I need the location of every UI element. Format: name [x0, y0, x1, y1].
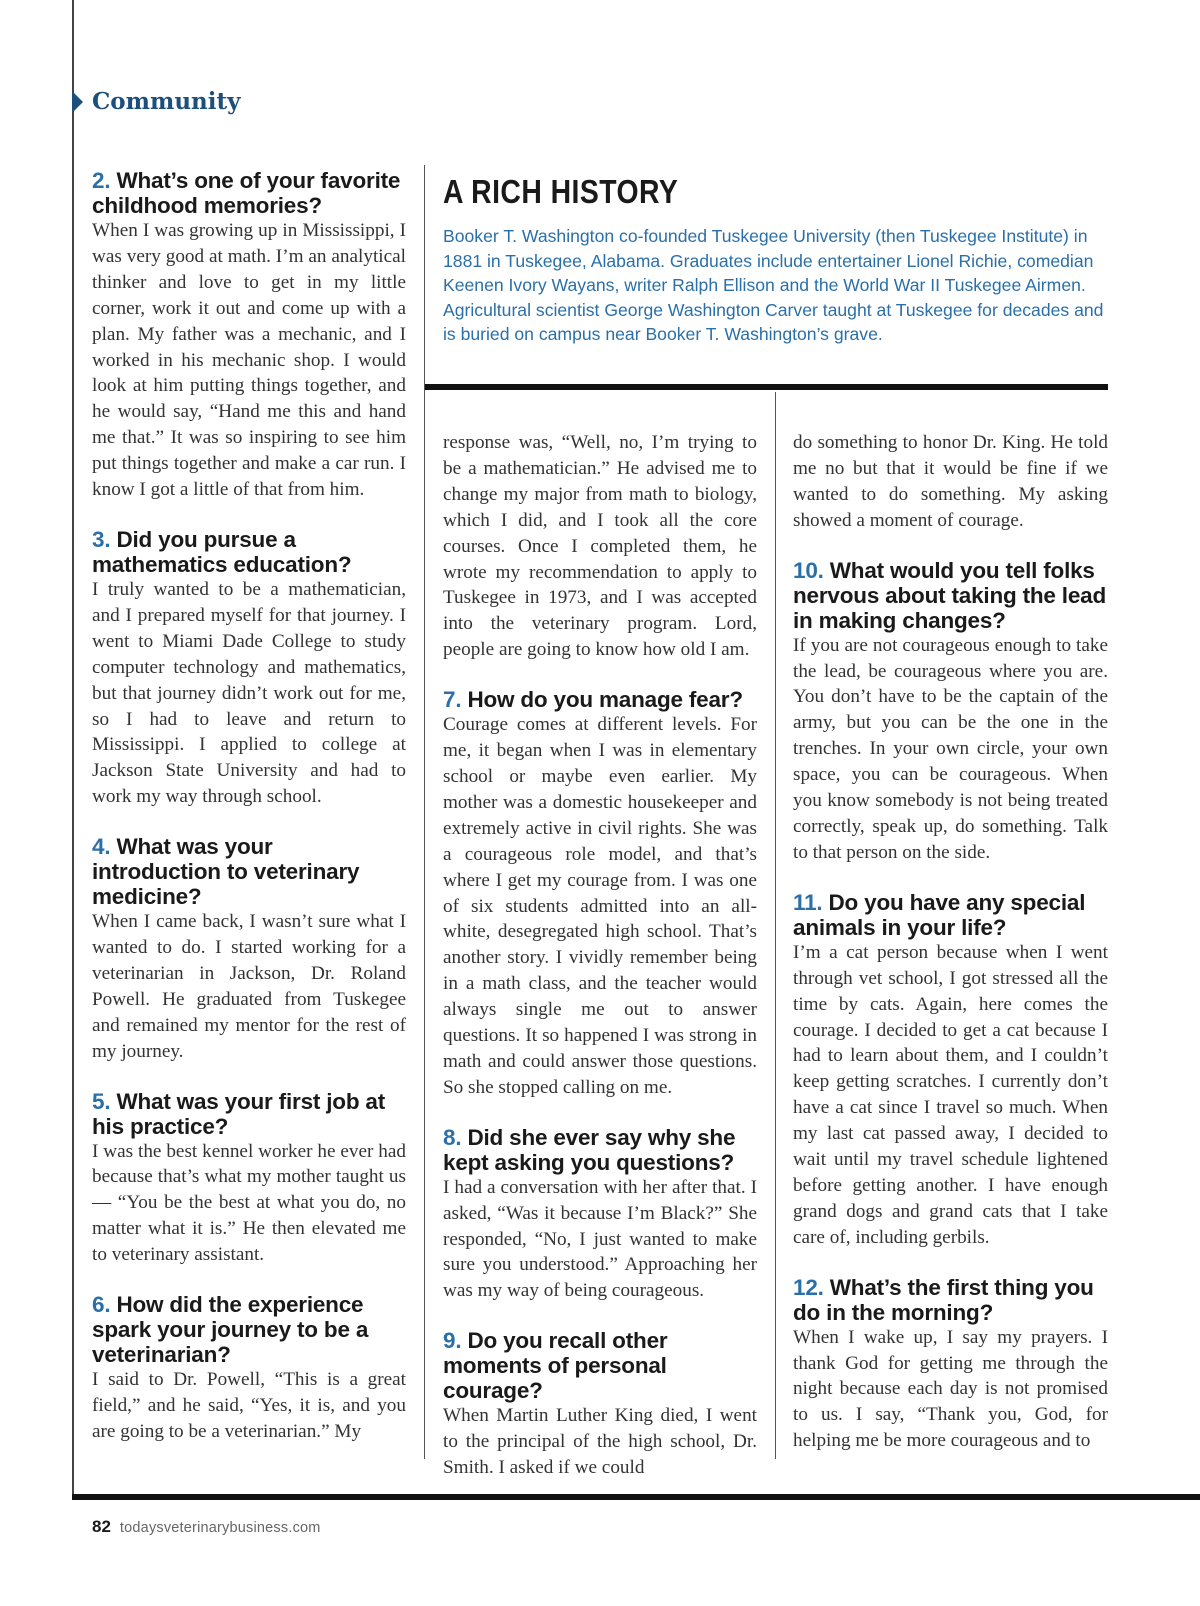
- answer-2: When I was growing up in Mississippi, I was very good at math. I’m an analytical thinker and love to get in my little corner, work it out and come up with a plan. My father was a mechanic, and I worked in his mechanic shop. I would look at him putting things together, and he would say, “Hand me this and hand me that.” It was so inspiring to see him put things together and make a car run. I know I got a little of that from him.: [92, 220, 406, 501]
- question-text: What’s the first thing you do in the morning?: [793, 1274, 1094, 1325]
- question-text: What would you tell folks nervous about taking the lead in making changes?: [793, 557, 1107, 633]
- question-8: [443, 1125, 757, 1175]
- question-text: Do you recall other moments of personal courage?: [443, 1328, 668, 1404]
- question-number: 4.: [92, 834, 111, 860]
- question-number: 10.: [793, 557, 824, 583]
- question-text: Did she ever say why she kept asking you questions?: [443, 1124, 736, 1175]
- question-11: [793, 890, 1108, 940]
- question-7: [443, 687, 757, 712]
- page-number: 82: [92, 1517, 111, 1536]
- question-number: 5.: [92, 1088, 111, 1114]
- sidebar-title: A RICH HISTORY: [443, 173, 679, 210]
- site-url[interactable]: todaysveterinarybusiness.com: [119, 1520, 321, 1536]
- answer-5: I was the best kennel worker he ever had because that’s what my mother taught us — “You be the best at what you do, no matter what it is.” He then elevated me to veterinary assistant.: [92, 1140, 406, 1266]
- answer-10: If you are not courageous enough to take the lead, be courageous where you are. You don’t have to be the captain of the army, but you can be the one in the trenches. In your own circle, your own space, you can be courageous. When you know somebody is not being treated correctly, speak up, do something. Talk to that person on the side.: [793, 634, 1108, 863]
- question-text: Do you have any special animals in your life?: [793, 889, 1086, 940]
- answer-9-continued: do something to honor Dr. King. He told me no but that it would be fine if we wanted to do something. My asking showed a moment of courage.: [793, 432, 1108, 531]
- question-number: 9.: [443, 1328, 462, 1354]
- question-text: What’s one of your favorite childhood memories?: [92, 168, 401, 218]
- answer-8: I had a conversation with her after that. I asked, “Was it because I’m Black?” She responded, “No, I just wanted to make sure you understood.” Approaching her was my way of being courageous.: [443, 1176, 757, 1302]
- question-number: 11.: [793, 889, 823, 915]
- question-number: 12.: [793, 1274, 824, 1300]
- question-2: [92, 168, 406, 218]
- sidebar-box: [443, 172, 1108, 347]
- answer-3: I truly wanted to be a mathematician, and I prepared myself for that journey. I went to Miami Dade College to study computer technology and mathematics, but that journey didn’t work out for me, so I had to leave and return to Mississippi. I applied to college at Jackson State University and had to work my way through school.: [92, 578, 406, 808]
- question-text: How do you manage fear?: [467, 687, 743, 713]
- footer-rule: [72, 1494, 1200, 1500]
- footer: [92, 1517, 321, 1537]
- column-3: [793, 430, 1108, 1454]
- answer-11: I’m a cat person because when I went through vet school, I got stressed all the time by cats. Again, here comes the courage. I decided to get a cat because I had to learn about them, and I couldn’t keep getting scratches. I currently don’t have a cat since I travel so much. When my last cat passed away, I decided to wait until my travel schedule lightened before getting another. I have enough grand dogs and grand cats that I take care of, including gerbils.: [793, 941, 1108, 1248]
- answer-6: I said to Dr. Powell, “This is a great field,” and he said, “Yes, it is, and you are going to be a veterinarian.” My: [92, 1369, 406, 1442]
- question-text: Did you pursue a mathematics education?: [92, 526, 352, 577]
- question-number: 7.: [443, 687, 462, 713]
- column-2: [443, 430, 757, 1481]
- question-9: [443, 1328, 757, 1403]
- column-divider-1: [424, 165, 425, 1459]
- answer-7: Courage comes at different levels. For me, it began when I was in elementary school or maybe even earlier. My mother was a domestic housekeeper and extremely active in civil rights. She was a courageous role model, and that’s where I get my courage from. I was one of six students admitted into an all-white, desegregated high school. That’s another story. I vividly remember being in a math class, and the teacher would always single me out to answer questions. It so happened I was strong in math and could answer those questions. So she stopped calling on me.: [443, 714, 757, 1098]
- answer-6-continued: response was, “Well, no, I’m trying to be a mathematician.” He advised me to change my major from math to biology, which I did, and I took all the core courses. Once I completed them, he wrote my recommendation to apply to Tuskegee in 1973, and I was accepted into the veterinary program. Lord, people are going to know how old I am.: [443, 432, 757, 661]
- answer-12: When I wake up, I say my prayers. I thank God for getting me through the night because each day is not promised to us. I say, “Thank you, God, for helping me be more courageous and to: [793, 1326, 1108, 1452]
- question-number: 3.: [92, 526, 111, 552]
- question-12: [793, 1275, 1108, 1325]
- question-number: 6.: [92, 1292, 111, 1318]
- sidebar-body: Booker T. Washington co-founded Tuskegee University (then Tuskegee Institute) in 1881 in Tuskegee, Alabama. Graduates include entertainer Lionel Richie, comedian Keenen Ivory Wayans, writer Ralph Ellison and the World War II Tuskegee Airmen. Agricultural scientist George Washington Carver taught at Tuskegee for decades and is buried on campus near Booker T. Washington’s grave.: [443, 226, 1104, 345]
- left-margin-rule: [72, 0, 74, 1498]
- section-tag: [72, 88, 241, 115]
- question-text: What was your first job at his practice?: [92, 1088, 386, 1139]
- section-label: Community: [92, 88, 241, 115]
- question-6: [92, 1292, 406, 1367]
- answer-9: When Martin Luther King died, I went to the principal of the high school, Dr. Smith. I asked if we could: [443, 1405, 757, 1479]
- question-number: 2.: [92, 168, 111, 193]
- sidebar-bottom-rule: [425, 384, 1108, 390]
- question-5: [92, 1089, 406, 1139]
- answer-4: When I came back, I wasn’t sure what I wanted to do. I started working for a veterinarian in Jackson, Dr. Roland Powell. He graduated from Tuskegee and remained my mentor for the rest of my journey.: [92, 911, 406, 1062]
- triangle-marker-icon: [72, 91, 83, 113]
- column-1: [92, 168, 406, 1445]
- question-3: [92, 527, 406, 577]
- question-text: What was your introduction to veterinary medicine?: [92, 834, 360, 910]
- column-divider-2: [775, 392, 776, 1459]
- question-4: [92, 834, 406, 909]
- question-text: How did the experience spark your journey to be a veterinarian?: [92, 1292, 369, 1368]
- question-10: [793, 558, 1108, 633]
- question-number: 8.: [443, 1124, 462, 1150]
